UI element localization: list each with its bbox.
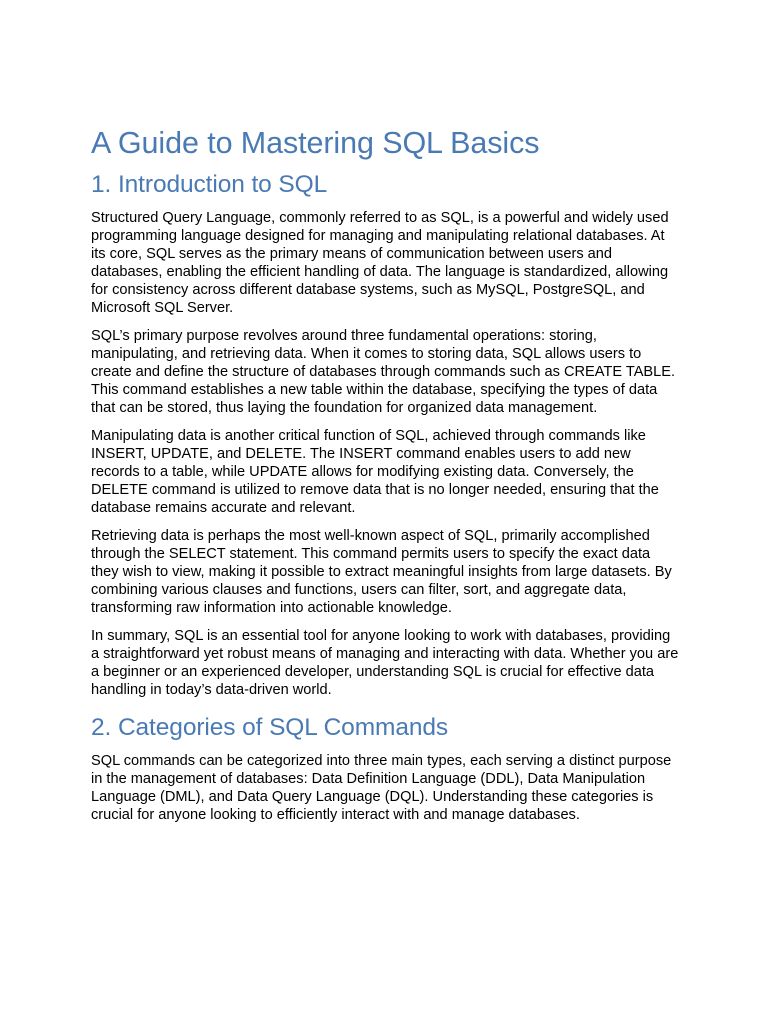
paragraph-retrieving-data: Retrieving data is perhaps the most well-known aspect of SQL, primarily accomplished through the SELECT statement. This command permits users to specify the exact data they wish to view, making it possible to extract meaningful insights from large datasets. By combining various clauses and functions, users can filter, sort, and aggregate data, transforming raw information into actionable knowledge. [91, 528, 672, 616]
paragraph-manipulating-data: Manipulating data is another critical function of SQL, achieved through commands like INSERT, UPDATE, and DELETE. The INSERT command enables users to add new records to a table, while UPDATE allows for modifying existing data. Conversely, the DELETE command is utilized to remove data that is no longer needed, ensuring that the database remains accurate and relevant. [91, 428, 659, 516]
paragraph-summary: In summary, SQL is an essential tool for anyone looking to work with databases, providing a straightforward yet robust means of managing and interacting with data. Whether you are a beginner or an experienced developer, understanding SQL is crucial for effective data handling in today’s data-driven world. [91, 628, 679, 698]
paragraph-categories-intro: SQL commands can be categorized into three main types, each serving a distinct purpose in the management of databases: Data Definition Language (DDL), Data Manipulation Language (DML), and Data Query Language (DQL). Understanding these categories is crucial for anyone looking to efficiently interact with and manage databases. [91, 753, 672, 823]
section-heading-categories: 2. Categories of SQL Commands [91, 714, 449, 741]
paragraph-sql-purpose: SQL’s primary purpose revolves around three fundamental operations: storing, manipulating, and retrieving data. When it comes to storing data, SQL allows users to create and define the structure of databases through commands such as CREATE TABLE. This command establishes a new table within the database, specifying the types of data that can be stored, thus laying the foundation for organized data management. [91, 328, 676, 416]
document-title: A Guide to Mastering SQL Basics [91, 126, 540, 160]
paragraph-sql-definition: Structured Query Language, commonly referred to as SQL, is a powerful and widely used programming language designed for managing and manipulating relational databases. At its core, SQL serves as the primary means of communication between users and databases, enabling the efficient handling of data. The language is standardized, allowing for consistency across different database systems, such as MySQL, PostgreSQL, and Microsoft SQL Server. [91, 210, 669, 316]
section-heading-introduction: 1. Introduction to SQL [91, 171, 328, 198]
document-page [91, 124, 681, 834]
